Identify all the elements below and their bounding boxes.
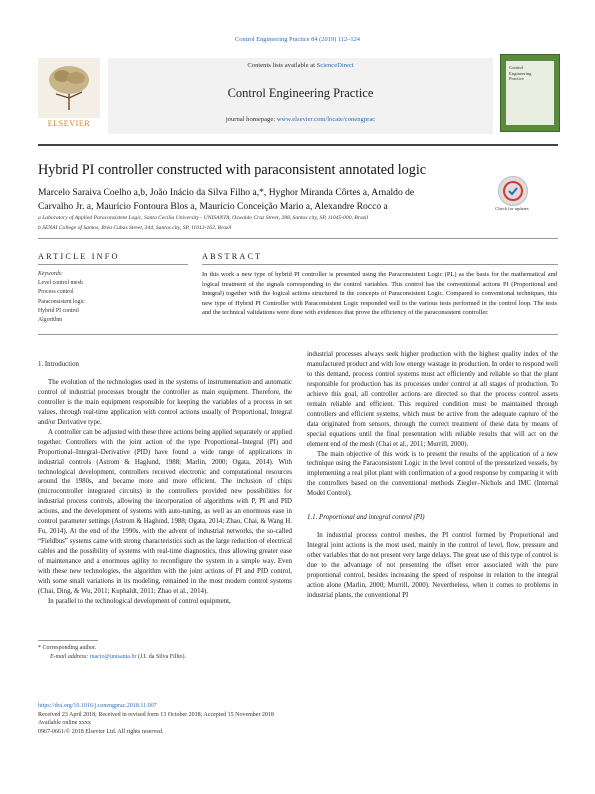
journal-title: Control Engineering Practice (227, 86, 374, 100)
cover-title: Control Engineering Practice (509, 65, 532, 82)
article-title: Hybrid PI controller constructed with paraconsistent annotated logic (38, 162, 427, 178)
check-for-updates-icon[interactable] (498, 176, 528, 206)
keyword-item: Algorithm (38, 317, 63, 324)
paragraph: The evolution of the technologies used in the systems of instrumentation and automatic control of industrial processes brought the controller as main equipment. Therefore, the controller is the main equipment responsible for keeping the variables of a process in set values, through real-time application with control actions usually of Proportional, Integral and/or Derivative type. (38, 378, 292, 426)
copyright-line: 0967-0661/© 2018 Elsevier Ltd. All rights reserved. (38, 729, 164, 736)
paragraph: In parallel to the technological development of control equipment, (48, 597, 231, 605)
footnote (38, 644, 292, 661)
abstract-heading: ABSTRACT (202, 252, 263, 261)
homepage-line (108, 116, 493, 123)
abstract-rule (202, 264, 558, 265)
journal-reference[interactable]: Control Engineering Practice 84 (2019) 112–124 (235, 36, 360, 43)
journal-header-panel (108, 58, 493, 134)
keyword-item: Hybrid PI control (38, 307, 79, 314)
publisher-logo-text: ELSEVIER (47, 119, 91, 128)
received-dates: Received 23 April 2018; Received in revised form 13 October 2018; Accepted 15 November 2018 (38, 711, 274, 718)
authors-line-2: Carvalho Jr. a, Maurício Fontoura Blos a, Mauricio Conceição Mario a, Alexandre Rocco a (38, 200, 388, 212)
affiliation-rule (38, 238, 558, 239)
section-heading-introduction: 1. Introduction (38, 361, 79, 368)
keywords-label: Keywords: (38, 271, 63, 277)
abstract-end-rule (38, 334, 558, 335)
article-info-rule (38, 264, 188, 265)
affiliation-b: b SENAI College of Santos, Bréa Cubas Street, 344, Santos city, SP, 11013-162, Brazil (38, 225, 232, 231)
article-info-heading: ARTICLE INFO (38, 252, 120, 261)
abstract-text: In this work a new type of hybrid PI controller is presented using the Paraconsistent Logic (PL) as the basis for the mathematical and logical treatment of the signals corresponding to the control variables. This control has the conventional actions PI (Proportional and Integral) together with the logical actions structured in the concepts of Paraconsistent Logic. Compared to conventional techniques, this new type of Hybrid PI Controller with Paraconsistent Logic responded well to the various tests performed in the control loop. The tests and the technical validations were done with evidences that prove the efficiency of the paraconsistent controller. (202, 271, 557, 317)
author-list (38, 186, 488, 213)
keyword-item: Process control (38, 289, 74, 296)
email-line (38, 653, 292, 662)
update-arrow-icon (499, 177, 527, 205)
elsevier-logo (38, 58, 100, 130)
header-rule-bottom (38, 144, 558, 146)
email-suffix: (J.I. da Silva Filho). (136, 653, 186, 660)
body-column-right (307, 350, 558, 601)
cover-inner (506, 61, 554, 125)
paragraph: industrial processes always seek higher production with the highest quality index of the manufactured product and with low energy wastage in production. In order to respond well to this demand, process control systems must act efficiently and reliable so that the plant responsible for production has its processes under control at all stages of production. To achieve this goal, all controller actions are directed so that the process control assets remain reliable and efficient. This required condition must be maintained through controllers and efficient systems, which must be active from the adequate capture of the data originated from sensors, through the correct treatment of these data by means of special equations until the final presentation with reliable results that will act on the element end of the mesh (Chai et al., 2011; Murrill, 2000). (307, 351, 558, 448)
keyword-item: Level control mesh (38, 280, 83, 287)
check-for-updates-label[interactable]: Check for updates (495, 206, 529, 211)
keyword-item: Paraconsistent logic (38, 298, 85, 305)
corresponding-author-note: * Corresponding author. (38, 645, 97, 651)
homepage-link[interactable]: www.elsevier.com/locate/conengprac (276, 116, 376, 123)
keywords-block (38, 270, 178, 325)
contents-prefix: Contents lists available at (247, 62, 317, 69)
paragraph: The main objective of this work is to present the results of the application of a new technique using the Paraconsistent Logic in the level control of the pressurized vessels, by implementing a real pilot plant with confirmation of a good response by comparing it with the controllers based on the conventional methods Ziegler–Nichols and IMC (Internal Model Control). (307, 450, 558, 498)
publication-info (38, 702, 368, 737)
footnote-rule (38, 640, 98, 641)
available-online: Available online xxxx (38, 720, 91, 727)
journal-cover-thumbnail (500, 54, 560, 132)
affiliation-a: a Laboratory of Applied Paraconsistent Logic, Santa Cecília University - UNISANTA, Oswaldo Cruz Street, 288, Santos city, SP, 11045-000, Brazil (38, 215, 369, 221)
email-label: E-mail address: (50, 653, 90, 660)
homepage-prefix: journal homepage: (225, 116, 277, 123)
sciencedirect-link[interactable]: ScienceDirect (316, 62, 354, 69)
doi-link[interactable]: https://doi.org/10.1016/j.conengprac.2018.11.007 (38, 703, 157, 709)
contents-line (108, 62, 493, 69)
subsection-heading-pi: 1.1. Proportional and integral control (PI) (307, 514, 425, 522)
paragraph: In industrial process control meshes, the PI control formed by Proportional and Integral joint actions is the most used, mainly in the control of level, flow, pressure and other variables that do not present very large delays. The great use of this type of control is due to the advantage of not presenting the offset error associated with the pure proportional control, besides increasing the speed of response in relation to the integral action alone (Marlin, 2000; Murrill, 2000). Nevertheless, when it comes to problems in industrial plants, the conventional PI (307, 532, 558, 599)
authors-line-1: Marcelo Saraiva Coelho a,b, João Inácio da Silva Filho a,*, Hyghor Miranda Côrtes a, Arnaldo de (38, 187, 415, 198)
email-link[interactable]: inacio@unisanta.br (89, 653, 137, 660)
paragraph: A controller can be adjusted with these three actions being applied separately or applied together. Controllers with the joint action of the type Proportional–Integral (PI) and Proportional–Integral–Derivative (PID) have found a wide range of applications in industrial controls (Astrom & Haglund, 1988; Marlin, 2000; Ogata, 2014). With technological development, controllers received electronic and computational resources around the 1980s, and became more and more efficient. The inclusion of chips (microcontroller integrated circuits) in the controllers provided new possibilities for industrial process controls, allowing the incorporation of algorithms with P, PI and PID actions, and the development of systems with auto-tuning, as well as an enormous ease in control parameter settings (Astrom & Haglund, 1988; Ogata, 2014; Zhao, Chai, & Wang H. Fu, 2014). At the end of the 1990s, with the advent of industrial networks, the so-called “Fieldbus” systems came with strong characteristics such as the large reduction of electrical cables and the possibility of systems with real-time diagnostics, thus allowing greater ease of maintenance and a enormous agility to reconfigure the system in a simple way. Even with these new technologies, the algorithm with the joint actions of PI and PID control, with some small variations in its modeling, remained in the most modern control systems (Chai, Ding, & Wu, 2011; Kuphaldt, 2011; Zhao et al., 2014). (38, 428, 292, 595)
tree-logo-icon (38, 58, 100, 118)
body-column-left (38, 360, 292, 607)
